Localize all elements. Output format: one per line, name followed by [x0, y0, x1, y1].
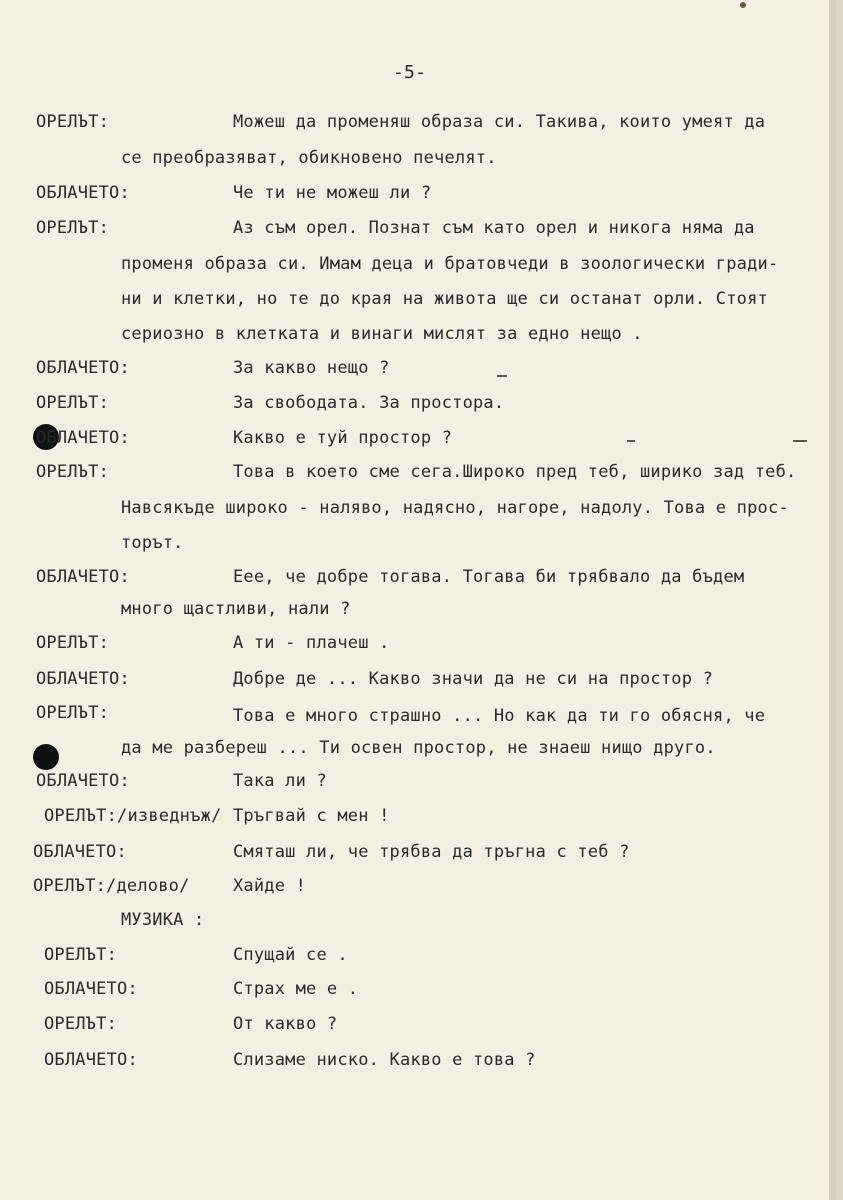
dialogue-line: Слизаме ниско. Какво е това ? — [233, 1050, 536, 1070]
corner-speck — [740, 2, 746, 8]
speaker-label: ОБЛАЧЕТО: — [36, 567, 130, 587]
dialogue-line: Това е много страшно ... Но как да ти го обясня, че — [233, 706, 766, 726]
dialogue-line: А ти - плачеш . — [233, 633, 390, 653]
dialogue-line: много щастливи, нали ? — [121, 599, 351, 619]
dialogue-line: Тръгвай с мен ! — [233, 806, 390, 826]
dialogue-line: За какво нещо ? — [233, 358, 390, 378]
dialogue-line: За свободата. За простора. — [233, 393, 505, 413]
dialogue-line: се преобразяват, обикновено печелят. — [121, 148, 497, 168]
stray-mark — [793, 440, 807, 442]
speaker-label: ОБЛАЧЕТО: — [36, 183, 130, 203]
speaker-label: ОРЕЛЪТ:/делово/ — [33, 876, 190, 896]
dialogue-line: Можеш да променяш образа си. Такива, които умеят да — [233, 112, 766, 132]
dialogue-line: Аз съм орел. Познат съм като орел и никога няма да — [233, 218, 755, 238]
dialogue-line: сериозно в клетката и винаги мислят за едно нещо . — [121, 324, 643, 344]
page-edge — [829, 0, 836, 1200]
speaker-label: ОБЛАЧЕТО: — [44, 1050, 138, 1070]
dialogue-line: Добре де ... Какво значи да не си на простор ? — [233, 669, 714, 689]
dialogue-line: торът. — [121, 533, 184, 553]
stray-mark — [627, 440, 635, 442]
speaker-label: ОБЛАЧЕТО: — [36, 428, 130, 448]
dialogue-line: Че ти не можеш ли ? — [233, 183, 432, 203]
speaker-label: ОБЛАЧЕТО: — [44, 979, 138, 999]
speaker-label: ОРЕЛЪТ: — [36, 703, 110, 723]
music-cue: МУЗИКА : — [121, 910, 205, 930]
speaker-label: ОБЛАЧЕТО: — [36, 669, 130, 689]
stray-mark — [497, 375, 507, 377]
dialogue-line: ни и клетки, но те до края на живота ще си останат орли. Стоят — [121, 289, 768, 309]
dialogue-line: да ме разбереш ... Ти освен простор, не знаеш нищо друго. — [121, 738, 716, 758]
dialogue-line: Какво е туй простор ? — [233, 428, 453, 448]
speaker-label: ОРЕЛЪТ: — [36, 462, 110, 482]
speaker-label: ОРЕЛЪТ: — [36, 393, 110, 413]
dialogue-line: Еее, че добре тогава. Тогава би трябвало да бъдем — [233, 567, 745, 587]
speaker-label: ОРЕЛЪТ: — [44, 1014, 118, 1034]
speaker-label: ОБЛАЧЕТО: — [36, 358, 130, 378]
speaker-label: ОБЛАЧЕТО: — [36, 771, 130, 791]
speaker-label: ОРЕЛЪТ:/изведнъж/ — [44, 806, 222, 826]
dialogue-line: Хайде ! — [233, 876, 307, 896]
dialogue-line: Спущай се . — [233, 945, 348, 965]
dialogue-line: Страх ме е . — [233, 979, 359, 999]
speaker-label: ОРЕЛЪТ: — [36, 218, 110, 238]
punch-hole-lower — [33, 744, 59, 770]
dialogue-line: Така ли ? — [233, 771, 327, 791]
speaker-label: ОРЕЛЪТ: — [36, 633, 110, 653]
page-number: -5- — [393, 62, 427, 83]
dialogue-line: Това в което сме сега.Широко пред теб, ширико зад теб. — [233, 462, 797, 482]
dialogue-line: От какво ? — [233, 1014, 338, 1034]
dialogue-line: Навсякъде широко - наляво, надясно, нагоре, надолу. Това е прос- — [121, 498, 789, 518]
speaker-label: ОРЕЛЪТ: — [44, 945, 118, 965]
speaker-label: ОБЛАЧЕТО: — [33, 842, 127, 862]
speaker-label: ОРЕЛЪТ: — [36, 112, 110, 132]
dialogue-line: променя образа си. Имам деца и братовчеди в зоологически гради- — [121, 254, 779, 274]
dialogue-line: Смяташ ли, че трябва да тръгна с теб ? — [233, 842, 630, 862]
